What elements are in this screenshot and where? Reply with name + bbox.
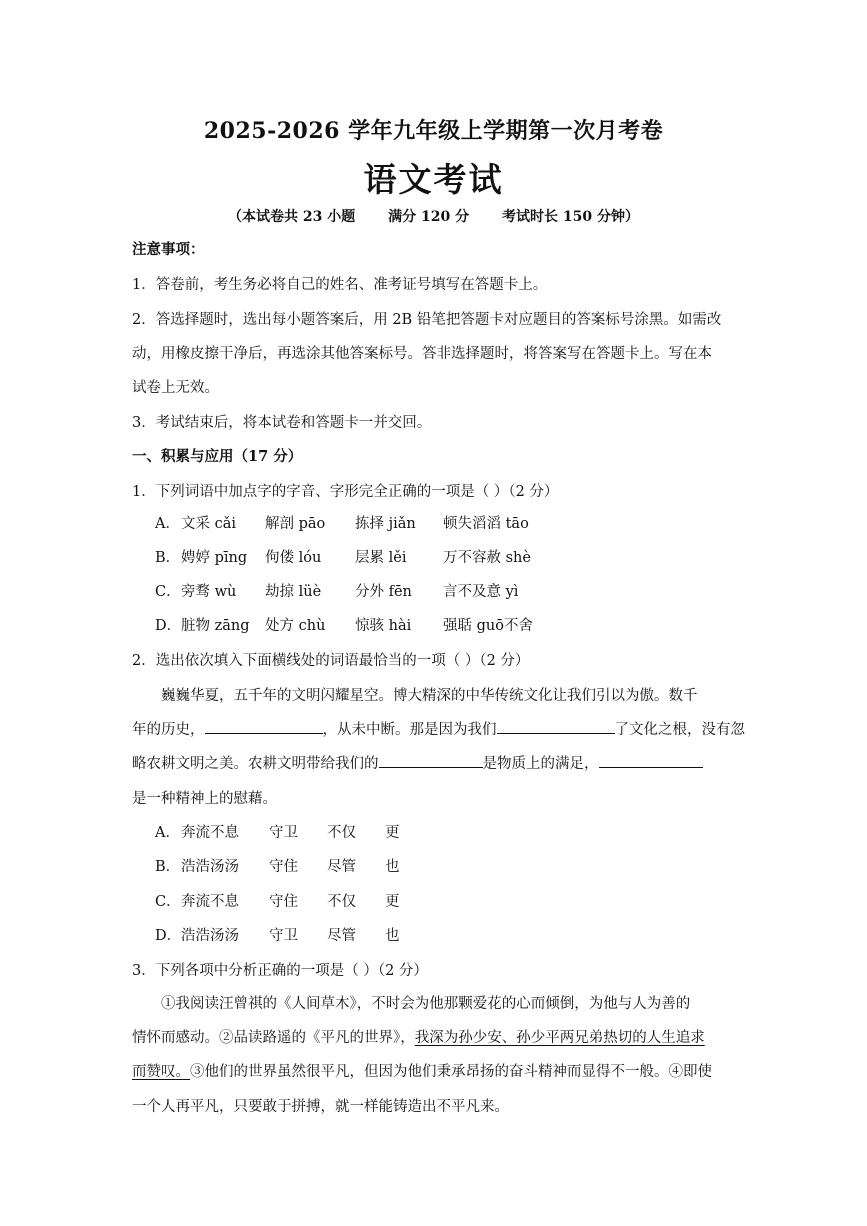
q3-underlined-sentence: 我深为孙少安、孙少平两兄弟热切的人生追求 [414, 1030, 705, 1046]
q2-passage-line-4: 是一种精神上的慰藉。 [132, 791, 277, 807]
q3-underlined-sentence-end: 而赞叹。 [132, 1064, 190, 1080]
q2-option-b: B．浩浩汤汤 守住 尽管 也 [155, 859, 400, 875]
notice-item-1: 1．答卷前，考生务必将自己的姓名、准考证号填写在答题卡上。 [132, 277, 548, 293]
q2-option-c: C．奔流不息 守住 不仅 更 [155, 894, 400, 910]
q1-option-b: B．娉婷 pīng 佝偻 lóu 层累 lěi 万不容赦 shè [155, 550, 531, 566]
q1-option-d: D．脏物 zāng 处方 chù 惊骇 hài 强聒 guō不舍 [155, 618, 533, 634]
q2-blank-3[interactable] [379, 753, 483, 768]
q2-blank-4[interactable] [599, 753, 703, 768]
q2-option-a: A．奔流不息 守卫 不仅 更 [155, 825, 400, 841]
exam-info-duration: 考试时长 150 分钟） [501, 209, 639, 225]
notice-item-2-line-2: 动，用橡皮擦干净后，再选涂其他答案标号。答非选择题时，将答案写在答题卡上。写在本 [132, 346, 712, 362]
q3-passage-line-4: 一个人再平凡，只要敢于拼搏，就一样能铸造出不平凡来。 [132, 1099, 509, 1115]
q2-passage-line-1: 巍巍华夏，五千年的文明闪耀星空。博大精深的中华传统文化让我们引以为傲。数千 [161, 688, 698, 704]
q2-blank-1[interactable] [205, 719, 323, 734]
q2-stem: 2．选出依次填入下面横线处的词语最恰当的一项（ ）（2 分） [132, 653, 530, 669]
exam-title: 2025-2026 学年九年级上学期第一次月考卷 [203, 118, 664, 144]
notice-item-2-line-3: 试卷上无效。 [132, 380, 219, 396]
q3-passage-line-3: 而赞叹。③他们的世界虽然很平凡，但因为他们秉承昂扬的奋斗精神而显得不一般。④即使 [132, 1064, 712, 1080]
subject-title: 语文考试 [363, 160, 504, 199]
exam-info [0, 206, 867, 226]
section-1-heading: 一、积累与应用（17 分） [132, 448, 303, 465]
q3-passage-line-2: 情怀而感动。②品读路遥的《平凡的世界》，我深为孙少安、孙少平两兄弟热切的人生追求 [132, 1030, 705, 1046]
q3-passage-line-1: ①我阅读汪曾祺的《人间草木》，不时会为他那颗爱花的心而倾倒，为他与人为善的 [161, 996, 691, 1012]
q1-option-c: C．旁骛 wù 劫掠 lüè 分外 fēn 言不及意 yì [155, 584, 519, 600]
q1-stem: 1．下列词语中加点字的字音、字形完全正确的一项是（ ）（2 分） [132, 484, 559, 500]
exam-info-questions: （本试卷共 23 小题 [228, 209, 356, 225]
q2-passage-line-3: 略农耕文明之美。农耕文明带给我们的 是物质上的满足， [132, 752, 703, 773]
q2-passage-line-2: 年的历史， ，从未中断。那是因为我们 了文化之根，没有忽 [132, 718, 745, 739]
notice-heading: 注意事项： [132, 241, 205, 258]
exam-info-score: 满分 120 分 [388, 209, 470, 225]
q1-option-a: A．文采 cǎi 解剖 pāo 拣择 jiǎn 顿失滔滔 tāo [155, 516, 529, 532]
q3-stem: 3．下列各项中分析正确的一项是（ ）（2 分） [132, 963, 428, 979]
notice-item-2-line-1: 2．答选择题时，选出每小题答案后，用 2B 铅笔把答题卡对应题目的答案标号涂黑。如需改 [132, 312, 722, 328]
notice-item-3: 3．考试结束后，将本试卷和答题卡一并交回。 [132, 415, 432, 431]
q2-blank-2[interactable] [497, 719, 615, 734]
q2-option-d: D．浩浩汤汤 守卫 尽管 也 [155, 928, 400, 944]
